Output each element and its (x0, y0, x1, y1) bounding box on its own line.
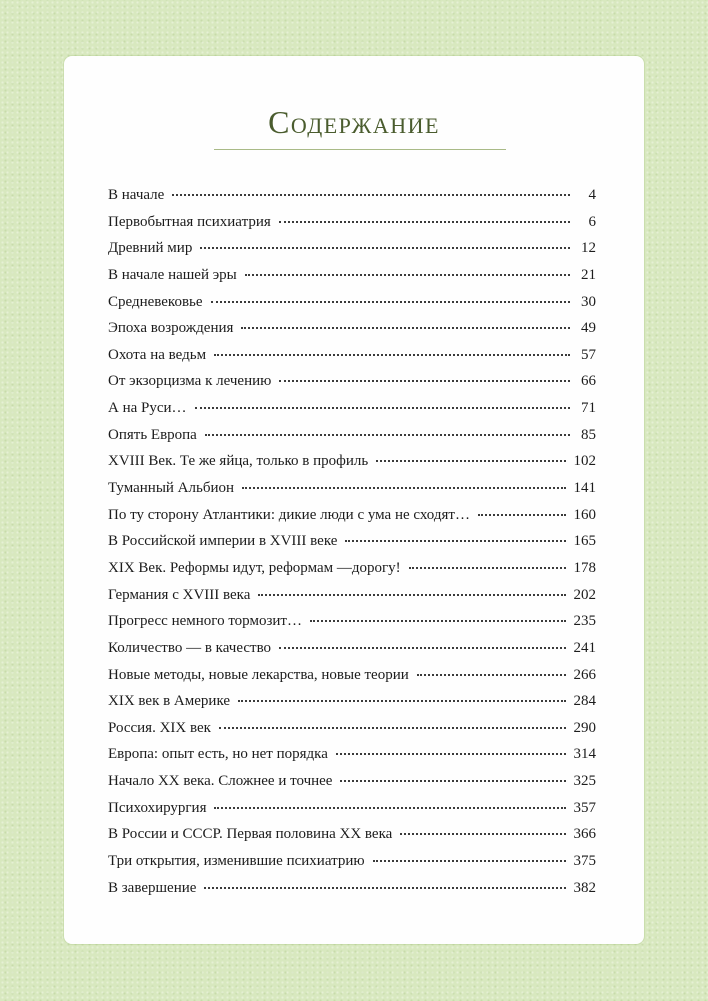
toc-entry-title: В начале (108, 187, 165, 203)
toc-dot-leader (345, 540, 565, 542)
toc-entry-title: XVIII Век. Те же яйца, только в профиль (108, 453, 369, 470)
toc-entry-page: 178 (573, 559, 596, 576)
toc-entry[interactable] (108, 342, 596, 369)
toc-entry[interactable] (108, 608, 596, 635)
toc-dot-leader (478, 514, 566, 516)
toc-entry-title: Первобытная психиатрия (108, 213, 271, 230)
toc-dot-leader (214, 354, 570, 356)
toc-entry[interactable] (108, 368, 596, 395)
toc-entry-page: 382 (573, 879, 596, 896)
toc-entry-title: Россия. XIX век (108, 719, 211, 736)
toc-entry-page: 66 (581, 373, 596, 390)
toc-dot-leader (245, 274, 570, 276)
toc-entry[interactable] (108, 582, 596, 609)
toc-entry-page: 85 (581, 426, 596, 443)
toc-entry-page: 102 (573, 453, 596, 470)
page-title: Содержание (268, 104, 440, 140)
toc-entry-page: 375 (573, 853, 596, 870)
toc-dot-leader (195, 407, 570, 409)
toc-entry[interactable] (108, 821, 596, 848)
toc-dot-leader (376, 460, 565, 462)
toc-entry-title: Количество — в качество (108, 639, 272, 656)
toc-entry-page: 235 (573, 613, 596, 630)
toc-entry[interactable] (108, 448, 596, 475)
toc-entry-page: 325 (573, 773, 596, 790)
toc-entry-page: 57 (581, 346, 596, 363)
toc-entry[interactable] (108, 875, 596, 902)
toc-entry-page: 357 (573, 799, 596, 816)
toc-entry-title: Новые методы, новые лекарства, новые теории (108, 666, 409, 683)
toc-entry-title: В начале нашей эры (108, 266, 237, 283)
toc-entry-page: 141 (573, 480, 596, 497)
toc-entry-title: В России и СССР. Первая половина XX века (108, 826, 393, 843)
toc-entry[interactable] (108, 315, 596, 342)
toc-entry-title: Германия с XVIII века (108, 586, 251, 603)
toc-entry-title: Туманный Альбион (108, 480, 235, 497)
toc-entry-title: XIX век в Америке (108, 693, 231, 710)
toc-dot-leader (279, 647, 565, 649)
toc-entry[interactable] (108, 422, 596, 449)
toc-dot-leader (310, 620, 566, 622)
toc-entry[interactable] (108, 715, 596, 742)
toc-entry[interactable] (108, 635, 596, 662)
toc-entry-title: Средневековье (108, 293, 203, 310)
table-of-contents (108, 182, 596, 901)
toc-entry-title: В Российской империи в XVIII веке (108, 533, 338, 550)
toc-entry-title: В завершение (108, 879, 197, 896)
toc-dot-leader (279, 380, 570, 382)
toc-entry-title: Прогресс немного тормозит… (108, 613, 302, 630)
toc-entry-page: 241 (573, 639, 596, 656)
toc-entry-page: 165 (573, 533, 596, 550)
toc-dot-leader (336, 753, 566, 755)
toc-entry-page: 266 (573, 666, 596, 683)
toc-entry[interactable] (108, 502, 596, 529)
toc-dot-leader (219, 727, 566, 729)
toc-entry-title: Три открытия, изменившие психиатрию (108, 853, 365, 870)
toc-entry-page: 202 (573, 586, 596, 603)
toc-dot-leader (242, 487, 565, 489)
toc-entry-page: 12 (581, 240, 596, 257)
toc-entry-page: 290 (573, 719, 596, 736)
toc-dot-leader (200, 247, 570, 249)
toc-entry[interactable] (108, 262, 596, 289)
toc-entry-title: Эпоха возрождения (108, 320, 234, 337)
toc-entry-page: 314 (573, 746, 596, 763)
toc-entry-title: Европа: опыт есть, но нет порядка (108, 746, 328, 763)
toc-entry-page: 366 (573, 826, 596, 843)
toc-entry[interactable] (108, 182, 596, 209)
toc-dot-leader (400, 833, 565, 835)
toc-entry-title: Охота на ведьм (108, 346, 207, 363)
toc-entry-page: 71 (581, 400, 596, 417)
toc-entry[interactable] (108, 475, 596, 502)
toc-entry-page: 30 (581, 293, 596, 310)
toc-entry[interactable] (108, 662, 596, 689)
title-underline (214, 149, 506, 150)
toc-entry[interactable] (108, 395, 596, 422)
toc-entry[interactable] (108, 209, 596, 236)
toc-entry-title: XIX Век. Реформы идут, реформам —дорогу! (108, 559, 401, 576)
toc-dot-leader (172, 194, 570, 196)
toc-dot-leader (241, 327, 570, 329)
toc-entry-title: Древний мир (108, 240, 193, 257)
toc-entry[interactable] (108, 741, 596, 768)
toc-entry[interactable] (108, 795, 596, 822)
toc-entry[interactable] (108, 289, 596, 316)
toc-entry-page: 49 (581, 320, 596, 337)
toc-entry-page: 284 (573, 693, 596, 710)
toc-dot-leader (214, 807, 565, 809)
toc-entry[interactable] (108, 848, 596, 875)
toc-entry[interactable] (108, 688, 596, 715)
toc-entry[interactable] (108, 528, 596, 555)
toc-entry-page: 21 (581, 266, 596, 283)
toc-dot-leader (204, 887, 565, 889)
toc-entry-title: Начало XX века. Сложнее и точнее (108, 773, 333, 790)
toc-entry-title: От экзорцизма к лечению (108, 373, 272, 390)
toc-entry-title: По ту сторону Атлантики: дикие люди с ума не сходят… (108, 506, 470, 523)
toc-entry-title: Психохирургия (108, 799, 207, 816)
toc-entry[interactable] (108, 768, 596, 795)
toc-dot-leader (211, 301, 570, 303)
toc-entry-page: 4 (588, 187, 596, 203)
toc-entry-title: Опять Европа (108, 426, 197, 443)
toc-dot-leader (279, 221, 570, 223)
toc-dot-leader (417, 674, 566, 676)
toc-dot-leader (205, 434, 570, 436)
toc-dot-leader (238, 700, 565, 702)
toc-entry-page: 160 (573, 506, 596, 523)
toc-dot-leader (409, 567, 566, 569)
toc-entry-title: А на Руси… (108, 400, 187, 417)
toc-entry[interactable] (108, 555, 596, 582)
toc-dot-leader (340, 780, 565, 782)
toc-dot-leader (373, 860, 566, 862)
toc-entry[interactable] (108, 235, 596, 262)
toc-dot-leader (258, 594, 565, 596)
toc-entry-page: 6 (588, 213, 596, 230)
